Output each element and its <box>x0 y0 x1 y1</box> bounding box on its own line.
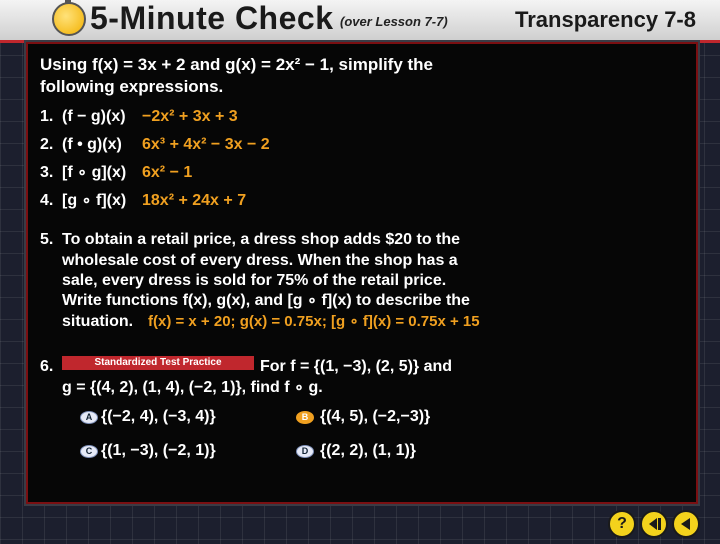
lesson-subtitle: (over Lesson 7-7) <box>340 14 448 29</box>
question-5-line-2: wholesale cost of every dress. When the shop has a <box>62 252 458 269</box>
option-d-text[interactable]: {(2, 2), (1, 1)} <box>320 442 417 459</box>
item-2-answer: 6x³ + 4x² − 3x − 2 <box>142 136 270 153</box>
item-2-number: 2. <box>40 136 54 153</box>
question-5-line-5: situation. <box>62 313 134 330</box>
question-6-line-2: g = {(4, 2), (1, 4), (−2, 1)}, find f ∘ g. <box>62 379 323 396</box>
back-icon[interactable] <box>640 510 668 538</box>
question-5-line-3: sale, every dress is sold for 75% of the retail price. <box>62 272 447 289</box>
item-1-expression: (f − g)(x) <box>62 108 126 125</box>
intro-line-2: following expressions. <box>40 77 224 96</box>
item-3-answer: 6x² − 1 <box>142 164 193 181</box>
intro-line-1: Using f(x) = 3x + 2 and g(x) = 2x² − 1, simplify the <box>40 55 434 74</box>
header-bar <box>0 0 720 43</box>
option-c-icon[interactable]: C <box>80 445 98 458</box>
item-4-number: 4. <box>40 192 54 209</box>
item-2-expression: (f • g)(x) <box>62 136 122 153</box>
item-1-answer: −2x² + 3x + 3 <box>142 108 238 125</box>
transparency-label: Transparency 7-8 <box>515 7 696 32</box>
option-a-icon[interactable]: A <box>80 411 98 424</box>
item-3-number: 3. <box>40 164 54 181</box>
option-d-icon[interactable]: D <box>296 445 314 458</box>
question-5-line-1: To obtain a retail price, a dress shop adds $20 to the <box>62 231 461 248</box>
standardized-test-badge: Standardized Test Practice <box>62 356 254 370</box>
question-5-answer: f(x) = x + 20; g(x) = 0.75x; [g ∘ f](x) = 0.75x + 15 <box>148 313 480 330</box>
question-6-number: 6. <box>40 358 54 375</box>
option-c-text[interactable]: {(1, −3), (−2, 1)} <box>101 442 216 459</box>
item-4-expression: [g ∘ f](x) <box>62 192 127 209</box>
option-a-text[interactable]: {(−2, 4), (−3, 4)} <box>101 408 216 425</box>
item-3-expression: [f ∘ g](x) <box>62 164 127 181</box>
question-6-line-1: For f = {(1, −3), (2, 5)} and <box>260 358 453 375</box>
item-4-answer: 18x² + 24x + 7 <box>142 192 247 209</box>
page-title: 5-Minute Check <box>90 0 334 36</box>
question-5-line-4: Write functions f(x), g(x), and [g ∘ f](x) to describe the <box>62 292 470 309</box>
item-1-number: 1. <box>40 108 54 125</box>
question-5-number: 5. <box>40 231 54 248</box>
option-b-icon[interactable]: B <box>296 411 314 424</box>
option-b-text[interactable]: {(4, 5), (−2,−3)} <box>320 408 431 425</box>
previous-icon[interactable] <box>672 510 700 538</box>
help-icon[interactable]: ? <box>608 510 636 538</box>
stopwatch-icon <box>52 2 86 36</box>
